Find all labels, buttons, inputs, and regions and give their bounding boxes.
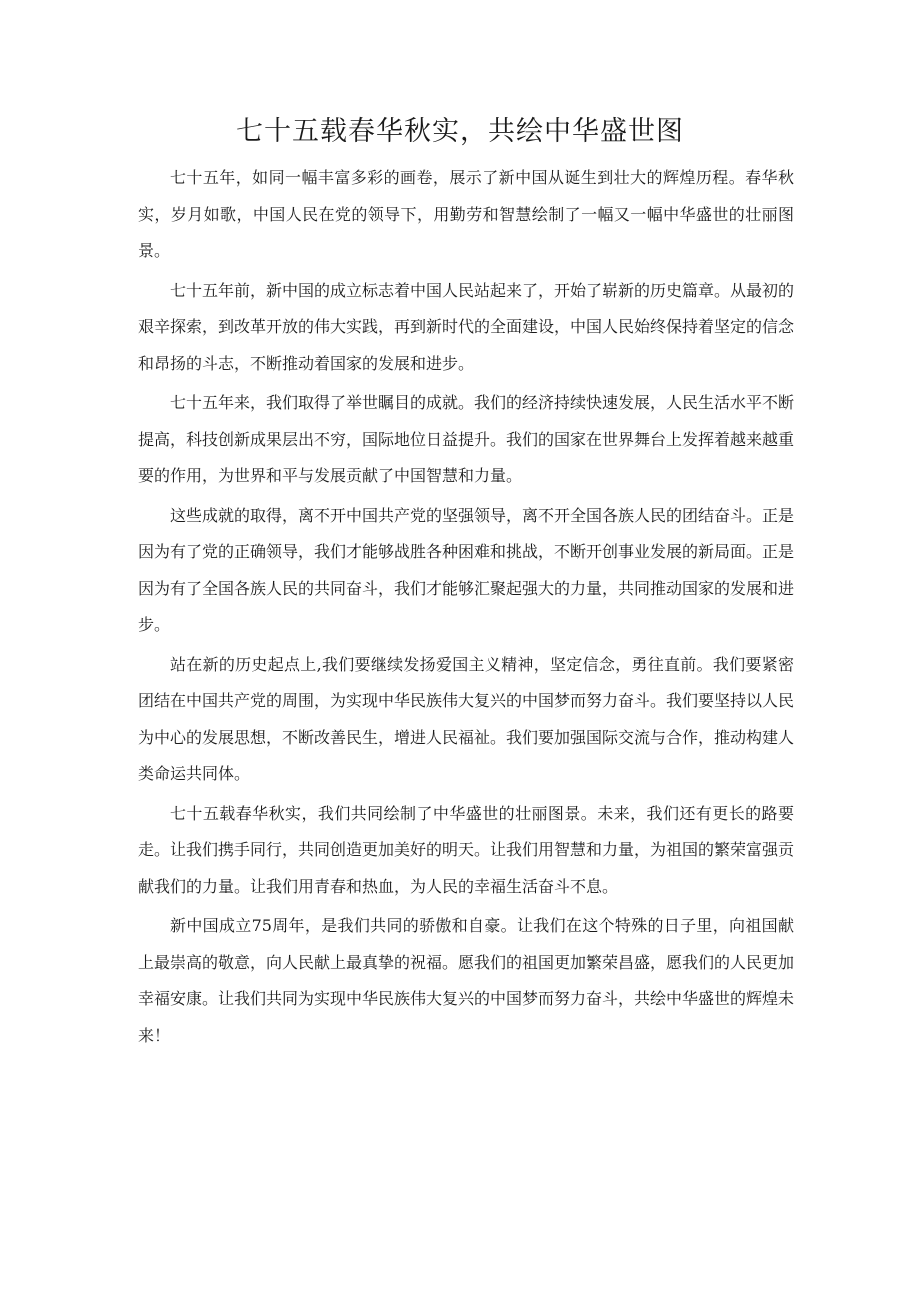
document-body (138, 160, 794, 1057)
paragraph: 七十五载春华秋实，我们共同绘制了中华盛世的壮丽图景。未来，我们还有更长的路要走。让我们携手同行，共同创造更加美好的明天。让我们用智慧和力量，为祖国的繁荣富强贡献我们的力量。让我们用青春和热血，为人民的幸福生活奋斗不息。 (138, 803, 795, 896)
document-title: 七十五载春华秋实，共绘中华盛世图 (236, 116, 684, 147)
paragraph: 站在新的历史起点上,我们要继续发扬爱国主义精神，坚定信念，勇往直前。我们要紧密团结在中国共产党的周围，为实现中华民族伟大复兴的中国梦而努力奋斗。我们要坚持以人民为中心的发展思想，不断改善民生，增进人民福祉。我们要加强国际交流与合作，推动构建人类命运共同体。 (138, 654, 795, 783)
paragraph: 七十五年前，新中国的成立标志着中国人民站起来了，开始了崭新的历史篇章。从最初的艰辛探索，到改革开放的伟大实践，再到新时代的全面建设，中国人民始终保持着坚定的信念和昂扬的斗志，不断推动着国家的发展和进步。 (138, 280, 795, 373)
paragraph: 七十五年，如同一幅丰富多彩的画卷，展示了新中国从诞生到壮大的辉煌历程。春华秋实，岁月如歌，中国人民在党的领导下，用勤劳和智慧绘制了一幅又一幅中华盛世的壮丽图景。 (138, 168, 794, 260)
paragraph: 新中国成立75周年，是我们共同的骄傲和自豪。让我们在这个特殊的日子里，向祖国献上最崇高的敬意，向人民献上最真挚的祝福。愿我们的祖国更加繁荣昌盛，愿我们的人民更加幸福安康。让我们共同为实现中华民族伟大复兴的中国梦而努力奋斗，共绘中华盛世的辉煌未来！ (138, 916, 795, 1045)
paragraph: 七十五年来，我们取得了举世瞩目的成就。我们的经济持续快速发展，人民生活水平不断提高，科技创新成果层出不穷，国际地位日益提升。我们的国家在世界舞台上发挥着越来越重要的作用，为世界和平与发展贡献了中国智慧和力量。 (138, 393, 795, 485)
paragraph: 这些成就的取得，离不开中国共产党的坚强领导，离不开全国各族人民的团结奋斗。正是因为有了党的正确领导，我们才能够战胜各种困难和挑战，不断开创事业发展的新局面。正是因为有了全国各族人民的共同奋斗，我们才能够汇聚起强大的力量，共同推动国家的发展和进步。 (138, 505, 795, 634)
